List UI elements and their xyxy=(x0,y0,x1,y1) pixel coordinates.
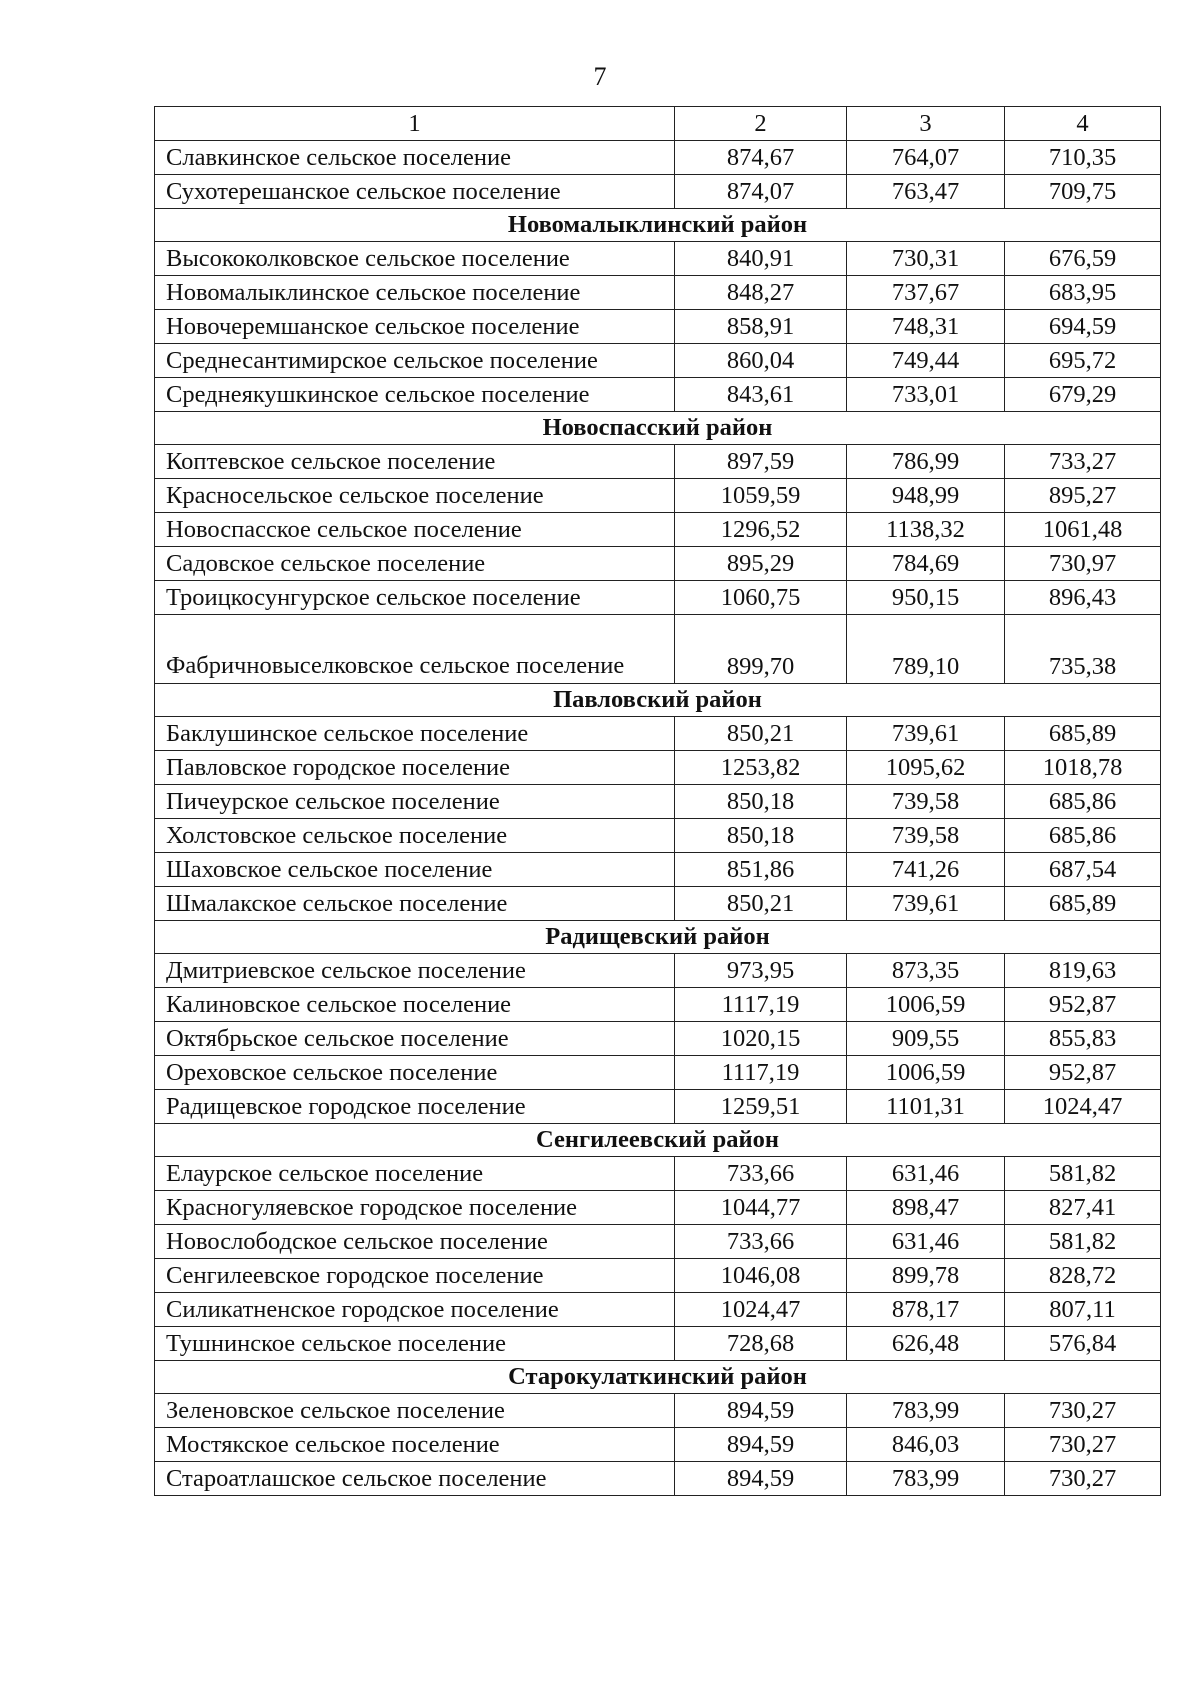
value-col-2: 874,07 xyxy=(675,175,847,209)
value-col-3: 739,58 xyxy=(847,819,1005,853)
table-row xyxy=(155,785,1161,819)
value-col-3: 783,99 xyxy=(847,1462,1005,1496)
value-col-4: 685,86 xyxy=(1005,785,1161,819)
value-col-2: 840,91 xyxy=(675,242,847,276)
district-header-row xyxy=(155,684,1161,717)
value-col-3: 631,46 xyxy=(847,1225,1005,1259)
value-col-2: 1020,15 xyxy=(675,1022,847,1056)
settlement-name: Радищевское городское поселение xyxy=(155,1090,675,1124)
table-row xyxy=(155,1090,1161,1124)
settlement-name: Троицкосунгурское сельское поселение xyxy=(155,581,675,615)
value-col-4: 855,83 xyxy=(1005,1022,1161,1056)
value-col-4: 730,97 xyxy=(1005,547,1161,581)
value-col-4: 685,89 xyxy=(1005,887,1161,921)
district-header-row xyxy=(155,1361,1161,1394)
value-col-2: 850,18 xyxy=(675,819,847,853)
table-row xyxy=(155,445,1161,479)
district-header-row xyxy=(155,921,1161,954)
table-row xyxy=(155,276,1161,310)
value-col-2: 1046,08 xyxy=(675,1259,847,1293)
table-row xyxy=(155,819,1161,853)
value-col-2: 848,27 xyxy=(675,276,847,310)
district-title: Старокулаткинский район xyxy=(155,1361,1161,1394)
table-row xyxy=(155,1428,1161,1462)
value-col-3: 899,78 xyxy=(847,1259,1005,1293)
settlement-name: Фабричновыселковское сельское поселение xyxy=(155,615,675,684)
table-body xyxy=(155,107,1161,1496)
settlement-name: Новоспасское сельское поселение xyxy=(155,513,675,547)
value-col-2: 1117,19 xyxy=(675,1056,847,1090)
value-col-2: 850,21 xyxy=(675,717,847,751)
column-header-1: 1 xyxy=(155,107,675,141)
settlement-name: Староатлашское сельское поселение xyxy=(155,1462,675,1496)
value-col-3: 764,07 xyxy=(847,141,1005,175)
table-row xyxy=(155,1293,1161,1327)
value-col-3: 1095,62 xyxy=(847,751,1005,785)
value-col-2: 860,04 xyxy=(675,344,847,378)
value-col-4: 709,75 xyxy=(1005,175,1161,209)
value-col-4: 735,38 xyxy=(1005,615,1161,684)
value-col-3: 626,48 xyxy=(847,1327,1005,1361)
settlement-name: Красносельское сельское поселение xyxy=(155,479,675,513)
value-col-3: 1101,31 xyxy=(847,1090,1005,1124)
table-row xyxy=(155,988,1161,1022)
value-col-4: 683,95 xyxy=(1005,276,1161,310)
value-col-3: 1006,59 xyxy=(847,1056,1005,1090)
table-row xyxy=(155,1191,1161,1225)
value-col-4: 730,27 xyxy=(1005,1394,1161,1428)
value-col-3: 739,61 xyxy=(847,717,1005,751)
district-title: Сенгилеевский район xyxy=(155,1124,1161,1157)
table-row xyxy=(155,717,1161,751)
table-row xyxy=(155,751,1161,785)
table-row xyxy=(155,344,1161,378)
column-header-4: 4 xyxy=(1005,107,1161,141)
value-col-3: 749,44 xyxy=(847,344,1005,378)
value-col-4: 1061,48 xyxy=(1005,513,1161,547)
table-row xyxy=(155,887,1161,921)
value-col-2: 899,70 xyxy=(675,615,847,684)
value-col-4: 576,84 xyxy=(1005,1327,1161,1361)
value-col-3: 733,01 xyxy=(847,378,1005,412)
settlement-name: Холстовское сельское поселение xyxy=(155,819,675,853)
table-row xyxy=(155,242,1161,276)
value-col-3: 763,47 xyxy=(847,175,1005,209)
settlement-name: Сенгилеевское городское поселение xyxy=(155,1259,675,1293)
value-col-4: 819,63 xyxy=(1005,954,1161,988)
settlement-name: Среднесантимирское сельское поселение xyxy=(155,344,675,378)
value-col-2: 1044,77 xyxy=(675,1191,847,1225)
value-col-2: 1060,75 xyxy=(675,581,847,615)
value-col-4: 695,72 xyxy=(1005,344,1161,378)
value-col-4: 687,54 xyxy=(1005,853,1161,887)
value-col-3: 948,99 xyxy=(847,479,1005,513)
value-col-3: 1006,59 xyxy=(847,988,1005,1022)
value-col-3: 909,55 xyxy=(847,1022,1005,1056)
value-col-2: 850,18 xyxy=(675,785,847,819)
value-col-2: 858,91 xyxy=(675,310,847,344)
table-row xyxy=(155,1327,1161,1361)
settlement-name: Новослободское сельское поселение xyxy=(155,1225,675,1259)
value-col-4: 679,29 xyxy=(1005,378,1161,412)
value-col-3: 783,99 xyxy=(847,1394,1005,1428)
table-header-row xyxy=(155,107,1161,141)
settlement-name: Новомалыклинское сельское поселение xyxy=(155,276,675,310)
settlement-name: Шаховское сельское поселение xyxy=(155,853,675,887)
column-header-3: 3 xyxy=(847,107,1005,141)
value-col-3: 748,31 xyxy=(847,310,1005,344)
settlement-name: Ореховское сельское поселение xyxy=(155,1056,675,1090)
settlement-name: Мостякское сельское поселение xyxy=(155,1428,675,1462)
district-title: Новоспасский район xyxy=(155,412,1161,445)
settlement-name: Пичеурское сельское поселение xyxy=(155,785,675,819)
value-col-3: 737,67 xyxy=(847,276,1005,310)
table-row xyxy=(155,1462,1161,1496)
table-row xyxy=(155,175,1161,209)
value-col-2: 894,59 xyxy=(675,1462,847,1496)
value-col-4: 1024,47 xyxy=(1005,1090,1161,1124)
value-col-2: 894,59 xyxy=(675,1428,847,1462)
value-col-3: 1138,32 xyxy=(847,513,1005,547)
settlement-name: Сухотерешанское сельское поселение xyxy=(155,175,675,209)
value-col-2: 894,59 xyxy=(675,1394,847,1428)
settlement-name: Елаурское сельское поселение xyxy=(155,1157,675,1191)
value-col-2: 895,29 xyxy=(675,547,847,581)
page-number: 7 xyxy=(593,62,607,91)
district-title: Радищевский район xyxy=(155,921,1161,954)
value-col-4: 827,41 xyxy=(1005,1191,1161,1225)
value-col-4: 685,89 xyxy=(1005,717,1161,751)
district-header-row xyxy=(155,209,1161,242)
value-col-4: 952,87 xyxy=(1005,1056,1161,1090)
value-col-2: 1296,52 xyxy=(675,513,847,547)
settlement-name: Зеленовское сельское поселение xyxy=(155,1394,675,1428)
value-col-4: 895,27 xyxy=(1005,479,1161,513)
settlement-name: Павловское городское поселение xyxy=(155,751,675,785)
value-col-3: 730,31 xyxy=(847,242,1005,276)
settlement-name: Новочеремшанское сельское поселение xyxy=(155,310,675,344)
settlement-name: Силикатненское городское поселение xyxy=(155,1293,675,1327)
settlement-name: Тушнинское сельское поселение xyxy=(155,1327,675,1361)
value-col-2: 874,67 xyxy=(675,141,847,175)
tariff-table xyxy=(154,106,1161,1496)
table-row xyxy=(155,1225,1161,1259)
column-header-2: 2 xyxy=(675,107,847,141)
table-row xyxy=(155,141,1161,175)
value-col-3: 741,26 xyxy=(847,853,1005,887)
value-col-2: 728,68 xyxy=(675,1327,847,1361)
value-col-4: 581,82 xyxy=(1005,1157,1161,1191)
value-col-2: 851,86 xyxy=(675,853,847,887)
table-row xyxy=(155,581,1161,615)
value-col-4: 1018,78 xyxy=(1005,751,1161,785)
value-col-2: 1059,59 xyxy=(675,479,847,513)
value-col-2: 1117,19 xyxy=(675,988,847,1022)
value-col-2: 1253,82 xyxy=(675,751,847,785)
table-row xyxy=(155,1157,1161,1191)
value-col-4: 581,82 xyxy=(1005,1225,1161,1259)
value-col-4: 710,35 xyxy=(1005,141,1161,175)
settlement-name: Славкинское сельское поселение xyxy=(155,141,675,175)
settlement-name: Садовское сельское поселение xyxy=(155,547,675,581)
value-col-4: 676,59 xyxy=(1005,242,1161,276)
table-row xyxy=(155,1394,1161,1428)
value-col-3: 739,58 xyxy=(847,785,1005,819)
value-col-2: 1024,47 xyxy=(675,1293,847,1327)
table-row xyxy=(155,1056,1161,1090)
value-col-3: 789,10 xyxy=(847,615,1005,684)
value-col-2: 733,66 xyxy=(675,1157,847,1191)
district-title: Павловский район xyxy=(155,684,1161,717)
table-row xyxy=(155,479,1161,513)
value-col-4: 685,86 xyxy=(1005,819,1161,853)
table-row xyxy=(155,310,1161,344)
value-col-4: 807,11 xyxy=(1005,1293,1161,1327)
table-row xyxy=(155,547,1161,581)
table-row xyxy=(155,954,1161,988)
value-col-3: 786,99 xyxy=(847,445,1005,479)
table-row xyxy=(155,1259,1161,1293)
value-col-3: 950,15 xyxy=(847,581,1005,615)
value-col-4: 730,27 xyxy=(1005,1462,1161,1496)
value-col-2: 850,21 xyxy=(675,887,847,921)
settlement-name: Октябрьское сельское поселение xyxy=(155,1022,675,1056)
settlement-name: Высококолковское сельское поселение xyxy=(155,242,675,276)
value-col-3: 739,61 xyxy=(847,887,1005,921)
settlement-name: Среднеякушкинское сельское поселение xyxy=(155,378,675,412)
value-col-3: 846,03 xyxy=(847,1428,1005,1462)
value-col-3: 898,47 xyxy=(847,1191,1005,1225)
settlement-name: Шмалакское сельское поселение xyxy=(155,887,675,921)
value-col-4: 952,87 xyxy=(1005,988,1161,1022)
settlement-name: Калиновское сельское поселение xyxy=(155,988,675,1022)
settlement-name: Баклушинское сельское поселение xyxy=(155,717,675,751)
table-row xyxy=(155,1022,1161,1056)
value-col-4: 733,27 xyxy=(1005,445,1161,479)
value-col-3: 873,35 xyxy=(847,954,1005,988)
table-row xyxy=(155,853,1161,887)
district-title: Новомалыклинский район xyxy=(155,209,1161,242)
value-col-3: 784,69 xyxy=(847,547,1005,581)
settlement-name: Коптевское сельское поселение xyxy=(155,445,675,479)
value-col-4: 896,43 xyxy=(1005,581,1161,615)
settlement-name: Дмитриевское сельское поселение xyxy=(155,954,675,988)
table-row xyxy=(155,378,1161,412)
value-col-2: 1259,51 xyxy=(675,1090,847,1124)
settlement-name: Красногуляевское городское поселение xyxy=(155,1191,675,1225)
value-col-2: 733,66 xyxy=(675,1225,847,1259)
table-row xyxy=(155,513,1161,547)
table-row xyxy=(155,615,1161,684)
district-header-row xyxy=(155,412,1161,445)
value-col-3: 631,46 xyxy=(847,1157,1005,1191)
value-col-4: 694,59 xyxy=(1005,310,1161,344)
value-col-2: 973,95 xyxy=(675,954,847,988)
value-col-4: 828,72 xyxy=(1005,1259,1161,1293)
value-col-4: 730,27 xyxy=(1005,1428,1161,1462)
value-col-2: 897,59 xyxy=(675,445,847,479)
district-header-row xyxy=(155,1124,1161,1157)
value-col-3: 878,17 xyxy=(847,1293,1005,1327)
value-col-2: 843,61 xyxy=(675,378,847,412)
